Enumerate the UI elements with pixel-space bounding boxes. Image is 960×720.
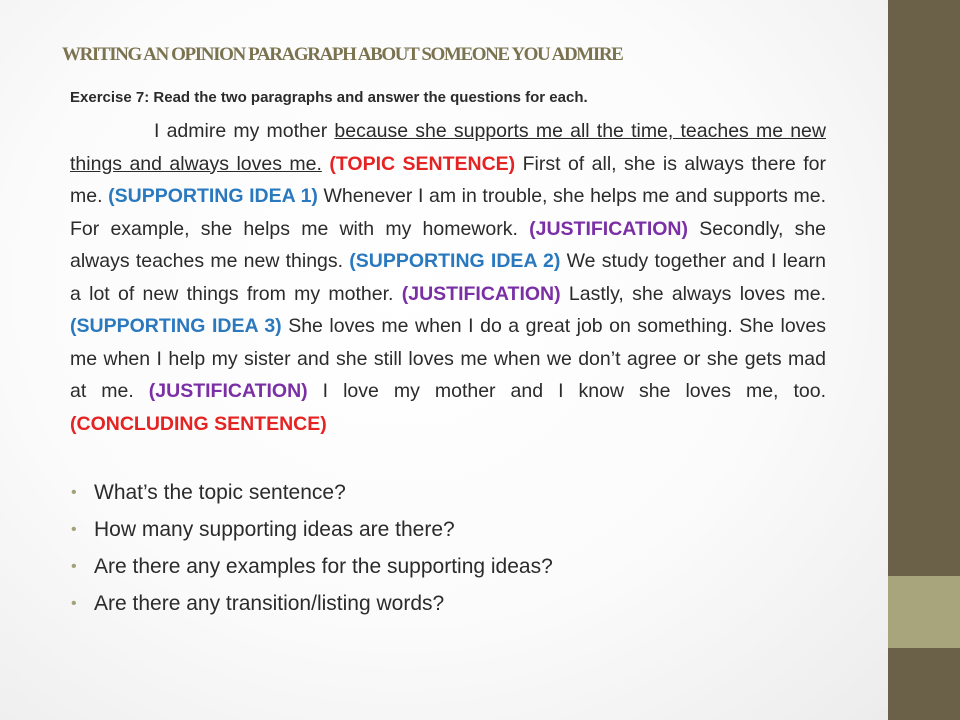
sentence-topic-underlined: because she supports me all the time, teaches me new things and always loves me. — [70, 120, 826, 175]
question-text: How many supporting ideas are there? — [94, 518, 455, 541]
question-list — [70, 474, 850, 622]
right-decor-accent — [888, 576, 960, 648]
sentence-topic-lead: I admire my mother — [154, 120, 335, 142]
bullet-icon: • — [71, 521, 77, 538]
question-text: Are there any transition/listing words? — [94, 592, 445, 615]
tag-topic-sentence: (TOPIC SENTENCE) — [329, 152, 516, 175]
sentence-supporting-3: Lastly, she always loves me. — [568, 282, 827, 305]
bullet-icon: • — [71, 484, 77, 501]
sentence-justification-1: Whenever I am in trouble, she helps me and supports me. For example, she helps me with my homework. — [70, 185, 826, 240]
tag-supporting-idea-2: (SUPPORTING IDEA 2) — [349, 250, 561, 272]
question-item — [70, 474, 850, 511]
tag-justification-2: (JUSTIFICATION) — [401, 282, 561, 305]
exercise-instruction: Exercise 7: Read the two paragraphs and answer the questions for each. — [70, 89, 588, 106]
sentence-supporting-1: First of all, she is always there for me. — [70, 152, 827, 207]
tag-justification-3: (JUSTIFICATION) — [148, 380, 308, 402]
sentence-concluding: I love my mother and I know she loves me, too. — [322, 380, 826, 402]
sentence-justification-2: We study together and I learn a lot of new things from my mother. — [70, 250, 827, 305]
sentence-supporting-2: Secondly, she always teaches me new things. — [70, 217, 827, 272]
question-item — [70, 511, 850, 548]
question-text: Are there any examples for the supporting ideas? — [94, 555, 553, 578]
slide-title: WRITING AN OPINION PARAGRAPH ABOUT SOMEONE YOU ADMIRE — [62, 44, 623, 65]
question-item — [70, 548, 850, 585]
bullet-icon: • — [71, 558, 77, 575]
bullet-icon: • — [71, 595, 77, 612]
tag-supporting-idea-1: (SUPPORTING IDEA 1) — [108, 185, 318, 207]
tag-justification-1: (JUSTIFICATION) — [529, 217, 688, 240]
tag-concluding-sentence: (CONCLUDING SENTENCE) — [70, 412, 327, 435]
tag-supporting-idea-3: (SUPPORTING IDEA 3) — [70, 315, 282, 337]
question-text: What’s the topic sentence? — [94, 481, 346, 504]
sentence-justification-3: She loves me when I do a great job on something. She loves me when I help my sister and she still loves me when we don’t agree or she gets mad at me. — [70, 315, 827, 402]
question-item — [70, 585, 850, 622]
opinion-paragraph — [70, 115, 826, 440]
